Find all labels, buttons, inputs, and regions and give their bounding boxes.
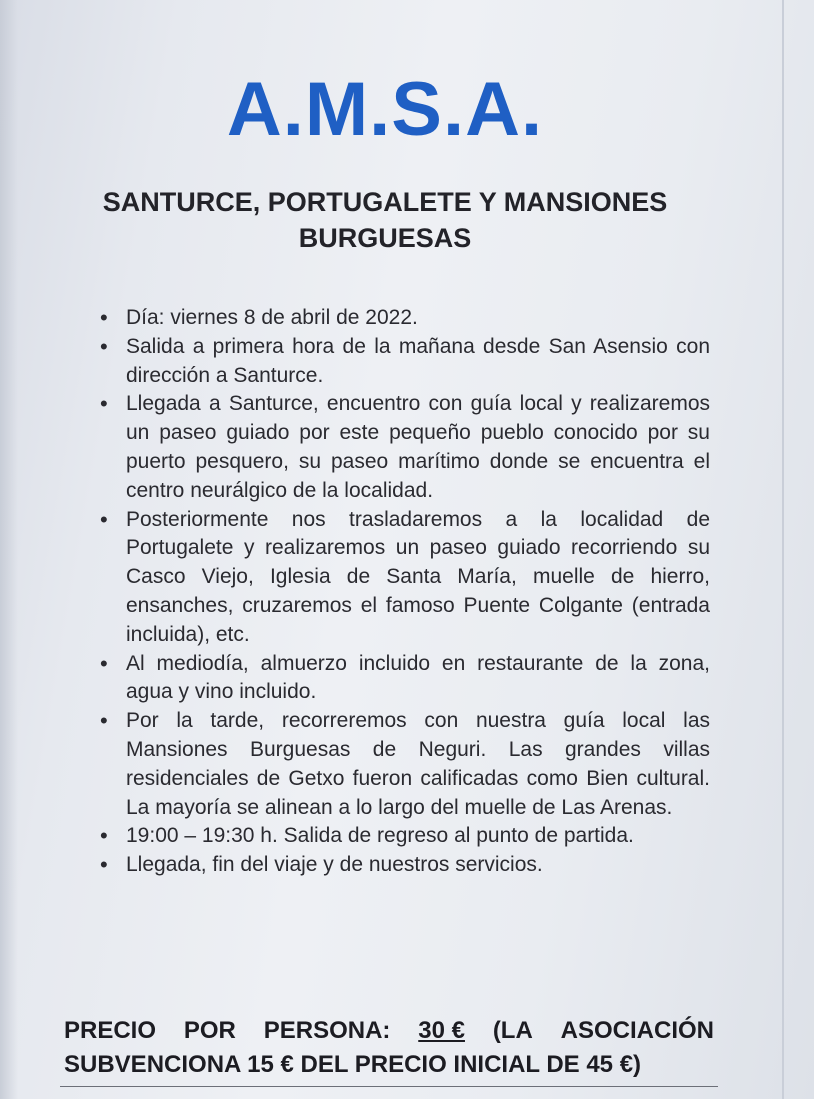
bullet-icon: • [100, 852, 108, 878]
price-line-1: PRECIO POR PERSONA: 30 € (LA ASOCIACIÓN [64, 1014, 714, 1048]
subtitle-line-2: BURGUESAS [298, 223, 472, 253]
bullet-icon: • [100, 333, 108, 359]
page-title: A.M.S.A. [226, 67, 544, 152]
bullet-icon: • [100, 391, 108, 417]
bullet-icon: • [100, 708, 108, 734]
trip-subtitle [80, 184, 690, 256]
bullet-icon: • [100, 506, 108, 532]
list-item: • Posteriormente nos trasladaremos a la localidad de Portugalete y realizaremos un paseo guiado recorriendo su Casco Viejo, Iglesia de Santa María, muelle de hierro, ensanches, cruzaremos el famoso Puente Colgante (entrada incluida), etc. [100, 506, 710, 646]
list-item: • Salida a primera hora de la mañana desde San Asensio con dirección a Santurce. [100, 333, 710, 387]
list-item: • 19:00 – 19:30 h. Salida de regreso al punto de partida. [100, 822, 710, 851]
price-amount: 30 € [418, 1017, 465, 1044]
price-note [64, 1014, 714, 1082]
list-item: • Por la tarde, recorreremos con nuestra guía local las Mansiones Burguesas de Neguri. Las grandes villas residenciales de Getxo fueron calificadas como Bien cultural. La mayoría se alinean a lo largo del muelle de Las Arenas. [100, 708, 710, 819]
list-item: • Llegada a Santurce, encuentro con guía local y realizaremos un paseo guiado por este pequeño pueblo conocido por su puerto pesquero, su paseo marítimo donde se encuentra el centro neurálgico de la localidad. [100, 391, 710, 502]
list-item: • Día: viernes 8 de abril de 2022. [100, 304, 710, 333]
bullet-icon: • [100, 305, 108, 330]
list-item: • Al mediodía, almuerzo incluido en restaurante de la zona, agua y vino incluido. [100, 650, 710, 704]
itinerary-list [100, 304, 710, 880]
subtitle-line-1: SANTURCE, PORTUGALETE Y MANSIONES [102, 187, 668, 217]
bullet-icon: • [100, 823, 108, 849]
paper-edge-shadow [0, 0, 18, 1099]
price-line-2: SUBVENCIONA 15 € DEL PRECIO INICIAL DE 45 €) [64, 1051, 642, 1078]
bullet-icon: • [100, 650, 108, 676]
bottom-divider [60, 1086, 718, 1087]
paper-edge-line [782, 0, 784, 1099]
list-item: • Llegada, fin del viaje y de nuestros servicios. [100, 851, 710, 880]
